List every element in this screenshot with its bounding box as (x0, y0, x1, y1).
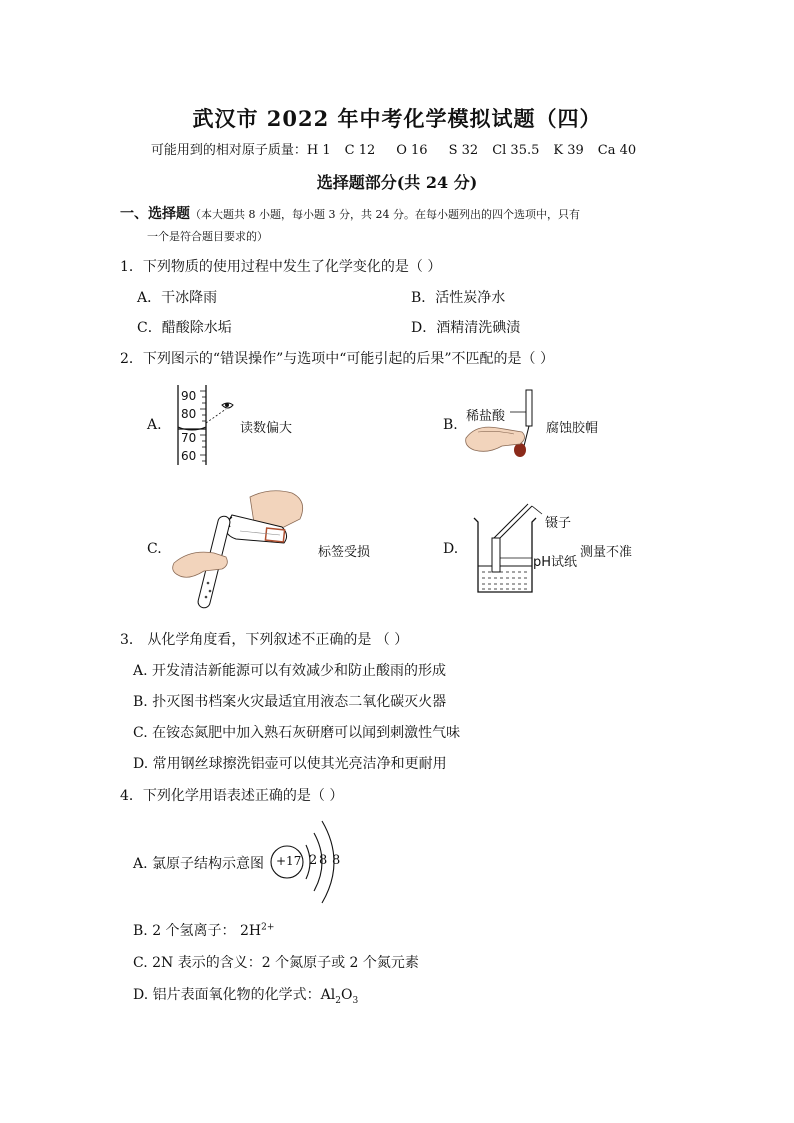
nucleus-charge: +17 (276, 854, 302, 868)
q2-fig-d-caption: 测量不准 (580, 545, 633, 560)
pouring-liquid-icon (170, 485, 318, 611)
shell-3: 8 (332, 853, 341, 868)
q2-fig-c-caption: 标签受损 (318, 545, 371, 560)
part-heading (120, 203, 580, 223)
q2-fig-d-label-top: 镊子 (545, 516, 572, 531)
q1-option-a[interactable]: A．干冰降雨 (137, 290, 218, 306)
q4-option-d[interactable] (133, 984, 358, 1006)
q2-fig-a-caption: 读数偏大 (240, 421, 293, 436)
q4-option-b[interactable] (133, 920, 274, 940)
q1-option-b[interactable]: B．活性炭净水 (411, 290, 506, 306)
section-title: 选择题部分(共 24 分) (316, 173, 478, 192)
beaker-tweezers-icon (470, 500, 550, 598)
q1-option-d[interactable]: D．酒精清洗碘渍 (411, 320, 521, 336)
q3-option-b[interactable]: B. 扑灭图书档案火灾最适宜用液态二氧化碳灭火器 (133, 694, 447, 710)
tick-60: 60 (181, 449, 197, 463)
q2-stem: 2．下列图示的“错误操作”与选项中“可能引起的后果”不匹配的是（ ） (120, 351, 554, 367)
q2-fig-b-caption: 腐蚀胶帽 (546, 421, 599, 436)
mass-cl: Cl 35.5 (492, 143, 540, 158)
shell-2: 8 (319, 853, 328, 868)
q4-option-d-sub2: 3 (352, 995, 359, 1006)
dropper-hand-icon (462, 388, 544, 460)
exam-title: 武汉市 2022 年中考化学模拟试题（四） (192, 106, 602, 131)
q4-option-c[interactable]: C. 2N 表示的含义：2 个氮原子或 2 个氮元素 (133, 955, 419, 971)
q1-option-c[interactable]: C．醋酸除水垢 (137, 320, 232, 336)
q2-fig-b-letter[interactable]: B. (443, 417, 458, 433)
masses-label: 可能用到的相对原子质量： (150, 143, 307, 158)
tick-70: 70 (181, 431, 197, 445)
q4-option-d-text: D. 铝片表面氧化物的化学式：Al (133, 987, 336, 1003)
q2-fig-b-label: 稀盐酸 (466, 409, 506, 424)
q3-option-a[interactable]: A. 开发清洁新能源可以有效减少和防止酸雨的形成 (133, 663, 447, 679)
part-note-line1: （本大题共 8 小题，每小题 3 分，共 24 分。在每小题列出的四个选项中，只有 (190, 208, 580, 221)
q1-stem: 1．下列物质的使用过程中发生了化学变化的是（ ） (120, 259, 442, 275)
q3-option-c[interactable]: C. 在铵态氮肥中加入熟石灰研磨可以闻到刺激性气味 (133, 725, 461, 741)
mass-s: S 32 (448, 143, 479, 158)
mass-o: O 16 (396, 143, 428, 158)
q3-stem: 3． 从化学角度看，下列叙述不正确的是 （ ） (120, 632, 409, 648)
mass-ca: Ca 40 (597, 143, 637, 158)
tick-90: 90 (181, 389, 197, 403)
q4-stem: 4．下列化学用语表述正确的是（ ） (120, 788, 344, 804)
q3-option-d[interactable]: D. 常用钢丝球擦洗铝壶可以使其光亮洁净和更耐用 (133, 756, 447, 772)
mass-c: C 12 (344, 143, 376, 158)
q4-option-b-charge: 2+ (261, 922, 275, 933)
q4-option-d-sub1: 2 (335, 995, 341, 1006)
part-note-line2: 一个是符合题目要求的） (147, 230, 268, 243)
shell-1: 2 (309, 853, 318, 868)
part-label: 一、选择题 (120, 206, 190, 222)
q4-option-b-text: B. 2 个氢离子： 2H (133, 923, 262, 939)
q4-option-a[interactable]: A. 氯原子结构示意图 (133, 856, 265, 872)
tick-80: 80 (181, 407, 197, 421)
mass-k: K 39 (553, 143, 584, 158)
q4-option-d-o: O (340, 987, 353, 1003)
q2-fig-c-letter[interactable]: C. (147, 541, 162, 557)
q2-fig-d-letter[interactable]: D. (443, 541, 459, 557)
atomic-masses (0, 139, 794, 158)
q2-fig-a-letter[interactable]: A. (147, 417, 162, 433)
mass-h: H 1 (306, 143, 331, 158)
q2-fig-d-label-mid: pH试纸 (533, 555, 578, 570)
